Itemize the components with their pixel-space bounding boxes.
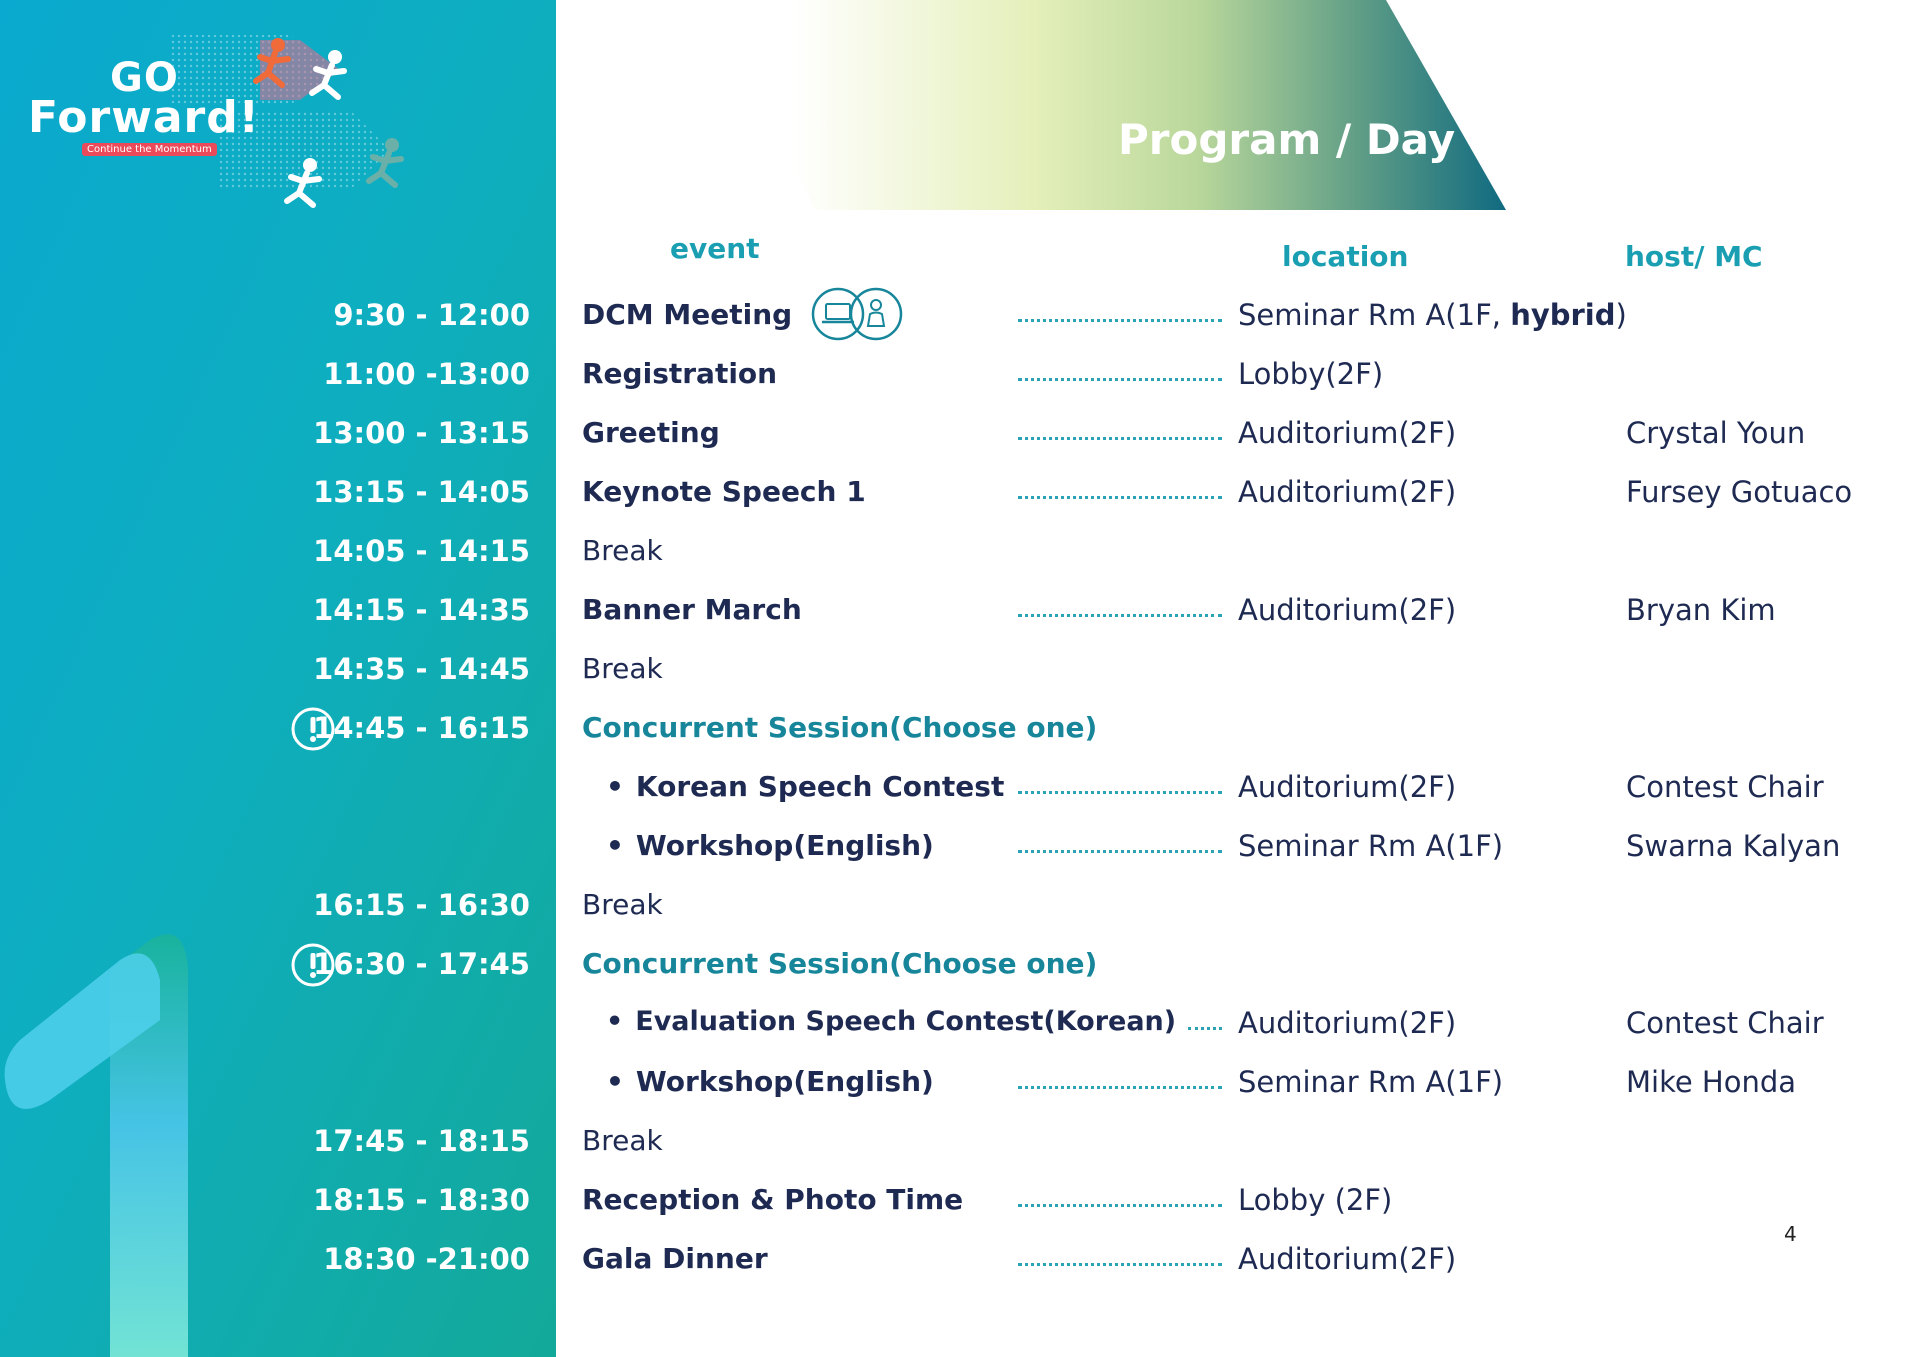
schedule-row <box>0 587 1920 637</box>
row-event: DCM Meeting <box>582 298 793 331</box>
row-location-end: ) <box>1615 298 1627 332</box>
row-location: Auditorium(2F) <box>1238 1242 1457 1276</box>
schedule-row <box>0 941 1920 991</box>
row-event: Break <box>582 652 663 685</box>
row-host: Fursey Gotuaco <box>1626 475 1853 509</box>
schedule-row <box>0 292 1920 342</box>
row-time: 18:30 -21:00 <box>323 1242 530 1276</box>
logo-line2: Forward! <box>28 92 260 143</box>
row-time: 14:05 - 14:15 <box>313 534 530 568</box>
schedule-row <box>0 469 1920 519</box>
leader-dots <box>1018 850 1222 853</box>
row-time: 18:15 - 18:30 <box>313 1183 530 1217</box>
row-event: • Korean Speech Contest <box>606 770 1004 803</box>
row-time: 11:00 -13:00 <box>323 357 530 391</box>
row-time: 16:15 - 16:30 <box>313 888 530 922</box>
page-title: Program / Day 1 <box>1118 115 1499 164</box>
leader-dots <box>1018 614 1222 617</box>
row-host: Crystal Youn <box>1626 416 1806 450</box>
leader-dots <box>1018 791 1222 794</box>
column-header-event: event <box>670 232 760 265</box>
schedule-row <box>0 1177 1920 1227</box>
row-location: Seminar Rm A(1F) <box>1238 1065 1504 1099</box>
leader-dots <box>1188 1027 1222 1030</box>
row-event: Break <box>582 534 663 567</box>
schedule-row <box>0 705 1920 755</box>
row-time: 9:30 - 12:00 <box>333 298 530 332</box>
row-event: Concurrent Session(Choose one) <box>582 711 1098 744</box>
row-host: Contest Chair <box>1626 770 1824 804</box>
schedule-row <box>0 1000 1920 1050</box>
leader-dots <box>1018 1263 1222 1266</box>
schedule-row <box>0 528 1920 578</box>
schedule-row <box>0 882 1920 932</box>
row-event: Keynote Speech 1 <box>582 475 866 508</box>
logo-line1: GO <box>110 55 179 101</box>
schedule-row <box>0 1236 1920 1286</box>
row-time: 13:15 - 14:05 <box>313 475 530 509</box>
schedule-row <box>0 646 1920 696</box>
schedule-row <box>0 1118 1920 1168</box>
row-time: 14:15 - 14:35 <box>313 593 530 627</box>
leader-dots <box>1018 319 1222 322</box>
row-time: 16:30 - 17:45 <box>313 947 530 981</box>
row-event: Concurrent Session(Choose one) <box>582 947 1098 980</box>
header-band <box>556 0 1516 210</box>
leader-dots <box>1018 437 1222 440</box>
leader-dots <box>1018 1204 1222 1207</box>
row-host: Swarna Kalyan <box>1626 829 1841 863</box>
schedule-row <box>0 764 1920 814</box>
row-location-text: Seminar Rm A(1F, <box>1238 298 1511 332</box>
row-location: Auditorium(2F) <box>1238 416 1457 450</box>
leader-dots <box>1018 378 1222 381</box>
schedule-row <box>0 410 1920 460</box>
row-event: Greeting <box>582 416 720 449</box>
go-forward-logo <box>20 15 410 215</box>
row-event: • Evaluation Speech Contest(Korean) <box>606 1006 1176 1037</box>
row-host: Contest Chair <box>1626 1006 1824 1040</box>
row-location: Lobby(2F) <box>1238 357 1384 391</box>
row-event: Break <box>582 1124 663 1157</box>
row-location: Auditorium(2F) <box>1238 475 1457 509</box>
row-host: Bryan Kim <box>1626 593 1776 627</box>
row-event: Gala Dinner <box>582 1242 768 1275</box>
row-location: Seminar Rm A(1F) <box>1238 829 1504 863</box>
row-event: • Workshop(English) <box>606 1065 934 1098</box>
row-host: Mike Honda <box>1626 1065 1797 1099</box>
row-event: Banner March <box>582 593 802 626</box>
column-header-location: location <box>1282 240 1409 273</box>
row-time: 14:35 - 14:45 <box>313 652 530 686</box>
schedule-row <box>0 823 1920 873</box>
row-location <box>1238 298 1627 332</box>
row-location-hybrid: hybrid <box>1510 298 1616 332</box>
row-location: Auditorium(2F) <box>1238 593 1457 627</box>
row-location: Lobby (2F) <box>1238 1183 1393 1217</box>
schedule-row <box>0 1059 1920 1109</box>
page-number: 4 <box>1784 1222 1797 1246</box>
row-location: Auditorium(2F) <box>1238 1006 1457 1040</box>
row-time: 14:45 - 16:15 <box>313 711 530 745</box>
row-event: • Workshop(English) <box>606 829 934 862</box>
row-event: Reception & Photo Time <box>582 1183 964 1216</box>
row-event: Break <box>582 888 663 921</box>
schedule-row <box>0 351 1920 401</box>
row-time: 13:00 - 13:15 <box>313 416 530 450</box>
column-header-host: host/ MC <box>1625 240 1763 273</box>
row-event: Registration <box>582 357 778 390</box>
row-location: Auditorium(2F) <box>1238 770 1457 804</box>
laptop-and-person-icon <box>810 286 904 342</box>
leader-dots <box>1018 1086 1222 1089</box>
logo-tagline: Continue the Momentum <box>82 143 217 156</box>
row-time: 17:45 - 18:15 <box>313 1124 530 1158</box>
leader-dots <box>1018 496 1222 499</box>
